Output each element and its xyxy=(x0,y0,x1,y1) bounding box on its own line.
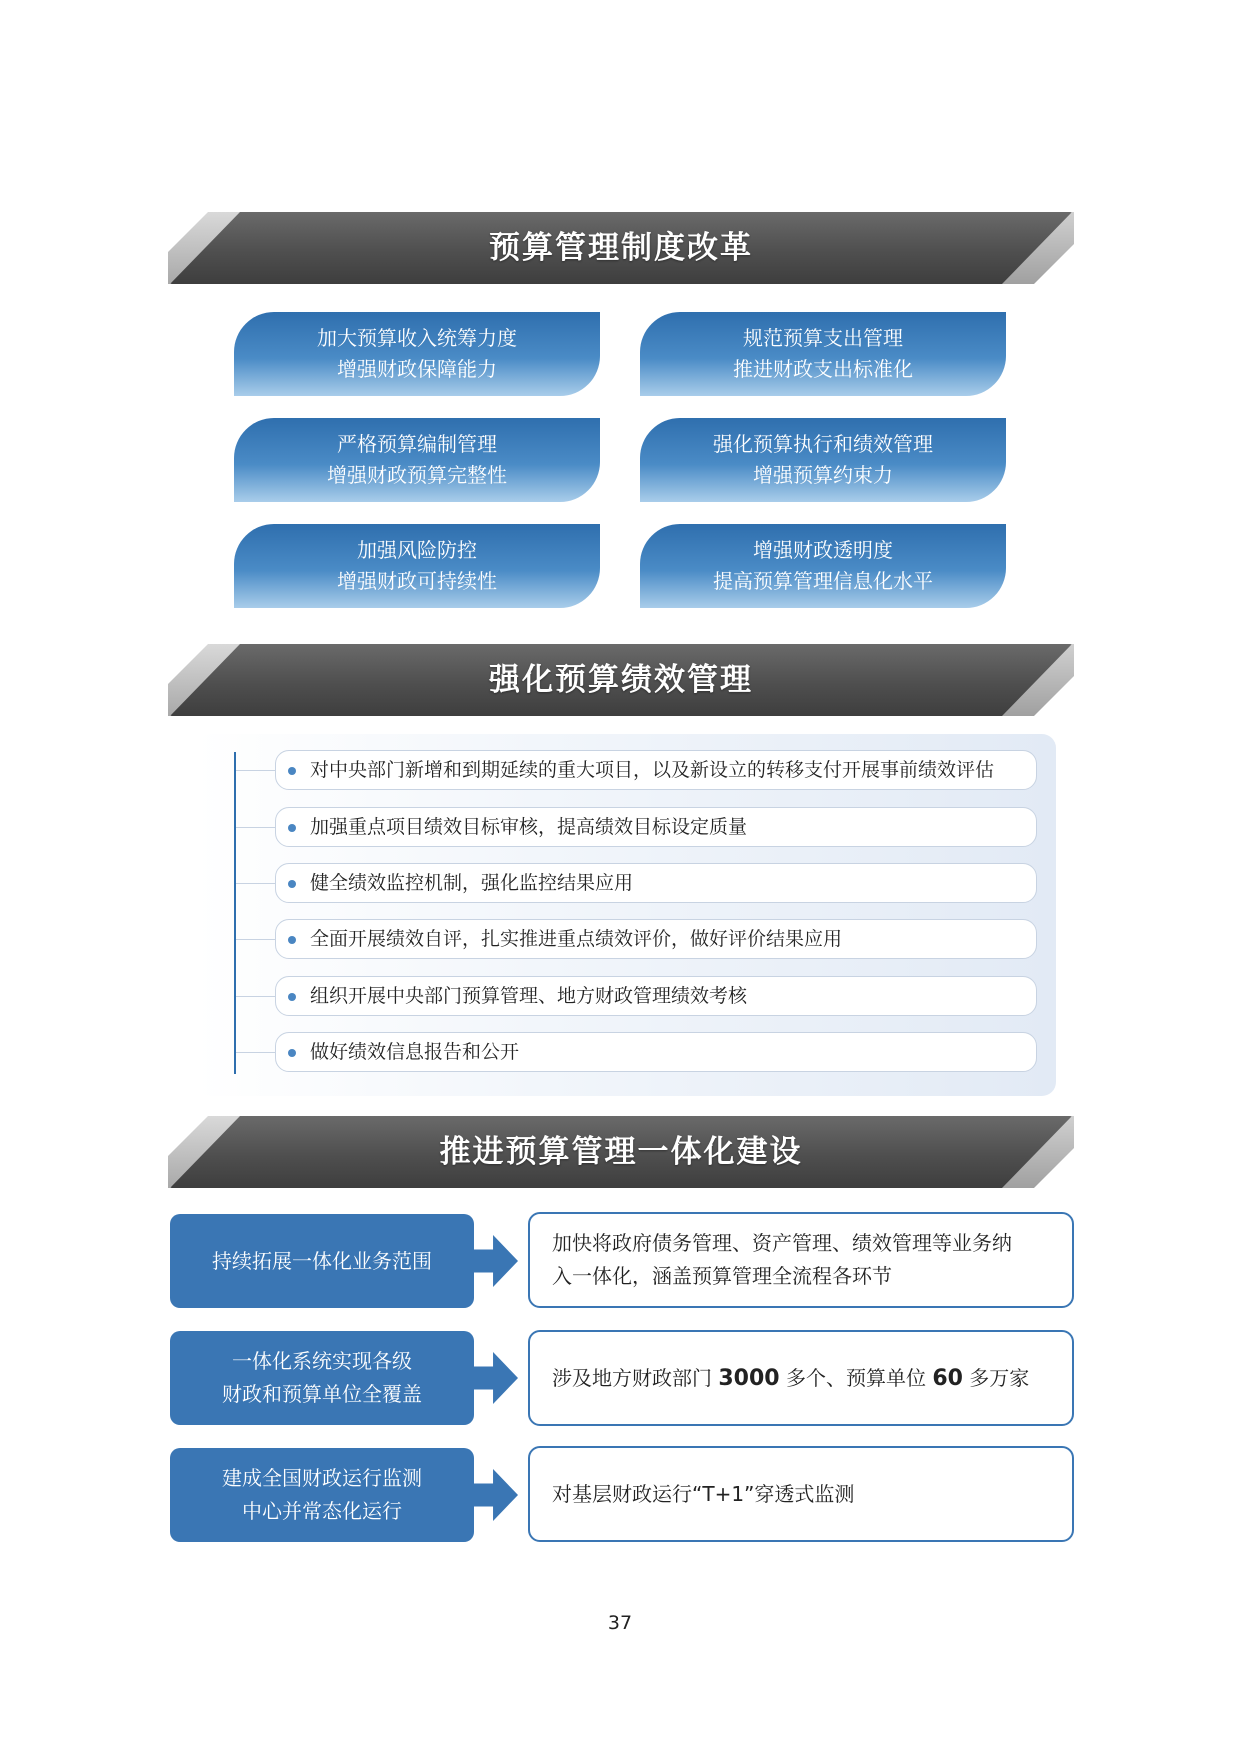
reform-item-line1: 加大预算收入统筹力度 xyxy=(317,326,517,350)
performance-item-text: 健全绩效监控机制，强化监控结果应用 xyxy=(310,872,634,894)
reform-item-line2: 提高预算管理信息化水平 xyxy=(713,569,933,593)
bullet-icon xyxy=(288,767,296,775)
section-title: 预算管理制度改革 xyxy=(489,230,753,266)
timeline-tick xyxy=(236,939,275,940)
reform-item xyxy=(234,524,600,608)
detail-number: 60 xyxy=(932,1365,963,1391)
reform-item xyxy=(234,418,600,502)
bullet-icon xyxy=(288,1049,296,1057)
reform-item-line2: 增强财政预算完整性 xyxy=(327,463,507,487)
integration-goal-line: 持续拓展一体化业务范围 xyxy=(212,1248,432,1273)
section-title: 推进预算管理一体化建设 xyxy=(439,1134,803,1170)
reform-item xyxy=(640,418,1006,502)
integration-detail-line: 加快将政府债务管理、资产管理、绩效管理等业务纳 xyxy=(552,1231,1012,1255)
performance-item-text: 全面开展绩效自评，扎实推进重点绩效评价，做好评价结果应用 xyxy=(310,928,843,950)
performance-item-text: 组织开展中央部门预算管理、地方财政管理绩效考核 xyxy=(310,985,748,1007)
detail-number: 3000 xyxy=(718,1365,780,1391)
reform-item xyxy=(640,312,1006,396)
detail-text: 多万家 xyxy=(962,1365,1030,1390)
performance-item xyxy=(275,919,1037,959)
bullet-icon xyxy=(288,880,296,888)
reform-item-line2: 推进财政支出标准化 xyxy=(733,357,913,381)
integration-goal xyxy=(170,1448,474,1542)
performance-item xyxy=(275,863,1037,903)
reform-item-line1: 加强风险防控 xyxy=(357,538,477,562)
performance-item xyxy=(275,750,1037,790)
arrow-right-icon xyxy=(470,1352,518,1404)
reform-item-line1: 严格预算编制管理 xyxy=(337,432,497,456)
integration-goal-line: 财政和预算单位全覆盖 xyxy=(222,1382,422,1406)
reform-item-line1: 规范预算支出管理 xyxy=(743,326,903,350)
performance-item-text: 对中央部门新增和到期延续的重大项目，以及新设立的转移支付开展事前绩效评估 xyxy=(310,759,995,781)
bullet-icon xyxy=(288,993,296,1001)
performance-item-text: 做好绩效信息报告和公开 xyxy=(310,1041,520,1063)
performance-item-text: 加强重点项目绩效目标审核，提高绩效目标设定质量 xyxy=(310,816,748,838)
section-banner-integration xyxy=(168,1116,1074,1188)
performance-item xyxy=(275,1032,1037,1072)
detail-text: 涉及地方财政部门 xyxy=(552,1365,719,1390)
integration-goal-line: 建成全国财政运行监测 xyxy=(222,1466,422,1490)
arrow-right-icon xyxy=(470,1235,518,1287)
bullet-icon xyxy=(288,824,296,832)
reform-item-line1: 强化预算执行和绩效管理 xyxy=(713,432,933,456)
reform-item-line2: 增强财政保障能力 xyxy=(337,357,497,381)
arrow-right-icon xyxy=(470,1469,518,1521)
page-number: 37 xyxy=(607,1612,633,1634)
integration-detail-line: 对基层财政运行“T+1”穿透式监测 xyxy=(552,1481,855,1506)
detail-text: 多个、预算单位 xyxy=(779,1365,933,1390)
section-banner-performance xyxy=(168,644,1074,716)
integration-goal-line: 中心并常态化运行 xyxy=(242,1499,402,1523)
timeline-tick xyxy=(236,827,275,828)
bullet-icon xyxy=(288,936,296,944)
performance-timeline xyxy=(234,752,236,1074)
reform-item-line2: 增强财政可持续性 xyxy=(337,569,497,593)
performance-item xyxy=(275,976,1037,1016)
reform-item-line1: 增强财政透明度 xyxy=(753,538,893,562)
section-title: 强化预算绩效管理 xyxy=(489,662,753,698)
integration-goal xyxy=(170,1214,474,1308)
integration-detail xyxy=(528,1446,1074,1542)
timeline-tick xyxy=(236,1052,275,1053)
timeline-tick xyxy=(236,770,275,771)
integration-detail-line: 入一体化，涵盖预算管理全流程各环节 xyxy=(552,1264,892,1288)
timeline-tick xyxy=(236,996,275,997)
integration-goal xyxy=(170,1331,474,1425)
reform-item-line2: 增强预算约束力 xyxy=(753,463,893,487)
performance-item xyxy=(275,807,1037,847)
timeline-tick xyxy=(236,883,275,884)
integration-detail-line xyxy=(552,1362,1050,1395)
integration-goal-line: 一体化系统实现各级 xyxy=(232,1349,412,1373)
integration-detail xyxy=(528,1212,1074,1308)
reform-item xyxy=(234,312,600,396)
reform-item xyxy=(640,524,1006,608)
integration-detail xyxy=(528,1330,1074,1426)
section-banner-reform xyxy=(168,212,1074,284)
